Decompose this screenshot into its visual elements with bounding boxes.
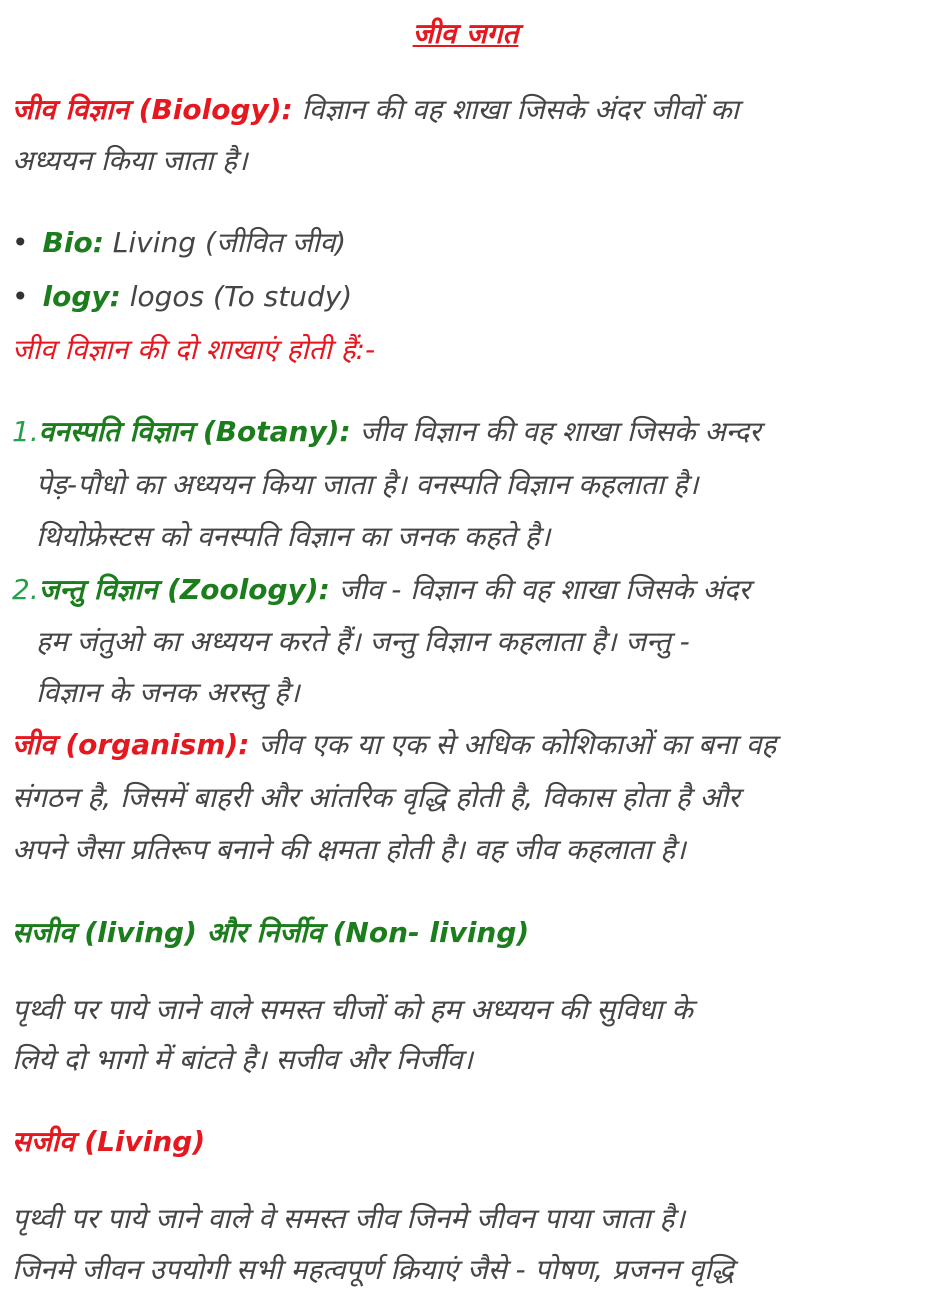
bullet-term: logy: (42, 280, 121, 313)
biology-definition-line (12, 90, 739, 130)
branch-item (12, 412, 761, 452)
bullet-icon: • (12, 280, 29, 313)
branch-term: वनस्पति विज्ञान (Botany): (38, 415, 351, 448)
living-heading: सजीव (Living) (12, 1125, 206, 1158)
branch-text: विज्ञान के जनक अरस्तु है। (36, 676, 300, 709)
branch-text: थियोफ्रेस्टस को वनस्पति विज्ञान का जनक कहते है। (36, 520, 551, 553)
definition-text: विज्ञान की वह शाखा जिसके अंदर जीवों का (292, 93, 739, 126)
organism-definition-line (12, 725, 776, 765)
bullet-item (12, 277, 352, 317)
bullet-item (12, 223, 346, 263)
definition-text: संगठन है, जिसमें बाहरी और आंतरिक वृद्धि होती है, विकास होता है और (12, 781, 740, 814)
branch-number: 1. (12, 415, 39, 448)
paragraph-text: लिये दो भागो में बांटते है। सजीव और निर्जीव। (12, 1043, 473, 1076)
paragraph-text: पृथ्वी पर पाये जाने वाले वे समस्त जीव जिनमे जीवन पाया जाता है। (12, 1202, 685, 1235)
bullet-text: Living (जीवित जीव) (103, 226, 347, 259)
page-title-wrap (0, 14, 931, 54)
bullet-text: logos (To study) (120, 280, 353, 313)
paragraph-text: पृथ्वी पर पाये जाने वाले समस्त चीजों को हम अध्ययन की सुविधा के (12, 993, 693, 1026)
bullet-term: Bio: (42, 226, 104, 259)
branch-text: जीव विज्ञान की वह शाखा जिसके अन्दर (350, 415, 761, 448)
branch-term: जन्तु विज्ञान (Zoology): (38, 573, 330, 606)
definition-text: अपने जैसा प्रतिरूप बनाने की क्षमता होती है। वह जीव कहलाता है। (12, 833, 686, 866)
branch-text: पेड़-पौधो का अध्ययन किया जाता है। वनस्पति विज्ञान कहलाता है। (36, 468, 699, 501)
paragraph-text: जिनमे जीवन उपयोगी सभी महत्वपूर्ण क्रियाएं जैसे - पोषण, प्रजनन वृद्धि (12, 1253, 734, 1286)
definition-text: अध्ययन किया जाता है। (12, 144, 248, 177)
branches-heading: जीव विज्ञान की दो शाखाएं होती हैं:- (12, 333, 376, 366)
branch-item (12, 570, 750, 610)
bullet-icon: • (12, 226, 29, 259)
living-nonliving-heading: सजीव (living) और निर्जीव (Non- living) (12, 916, 530, 949)
branch-number: 2. (12, 573, 39, 606)
definition-text: जीव एक या एक से अधिक कोशिकाओं का बना वह (249, 728, 777, 761)
organism-term: जीव (organism): (12, 728, 250, 761)
biology-term: जीव विज्ञान (Biology): (12, 93, 293, 126)
page-title: जीव जगत (412, 17, 519, 50)
branch-text: हम जंतुओ का अध्ययन करते हैं। जन्तु विज्ञान कहलाता है। जन्तु - (36, 625, 690, 658)
branch-text: जीव - विज्ञान की वह शाखा जिसके अंदर (329, 573, 751, 606)
